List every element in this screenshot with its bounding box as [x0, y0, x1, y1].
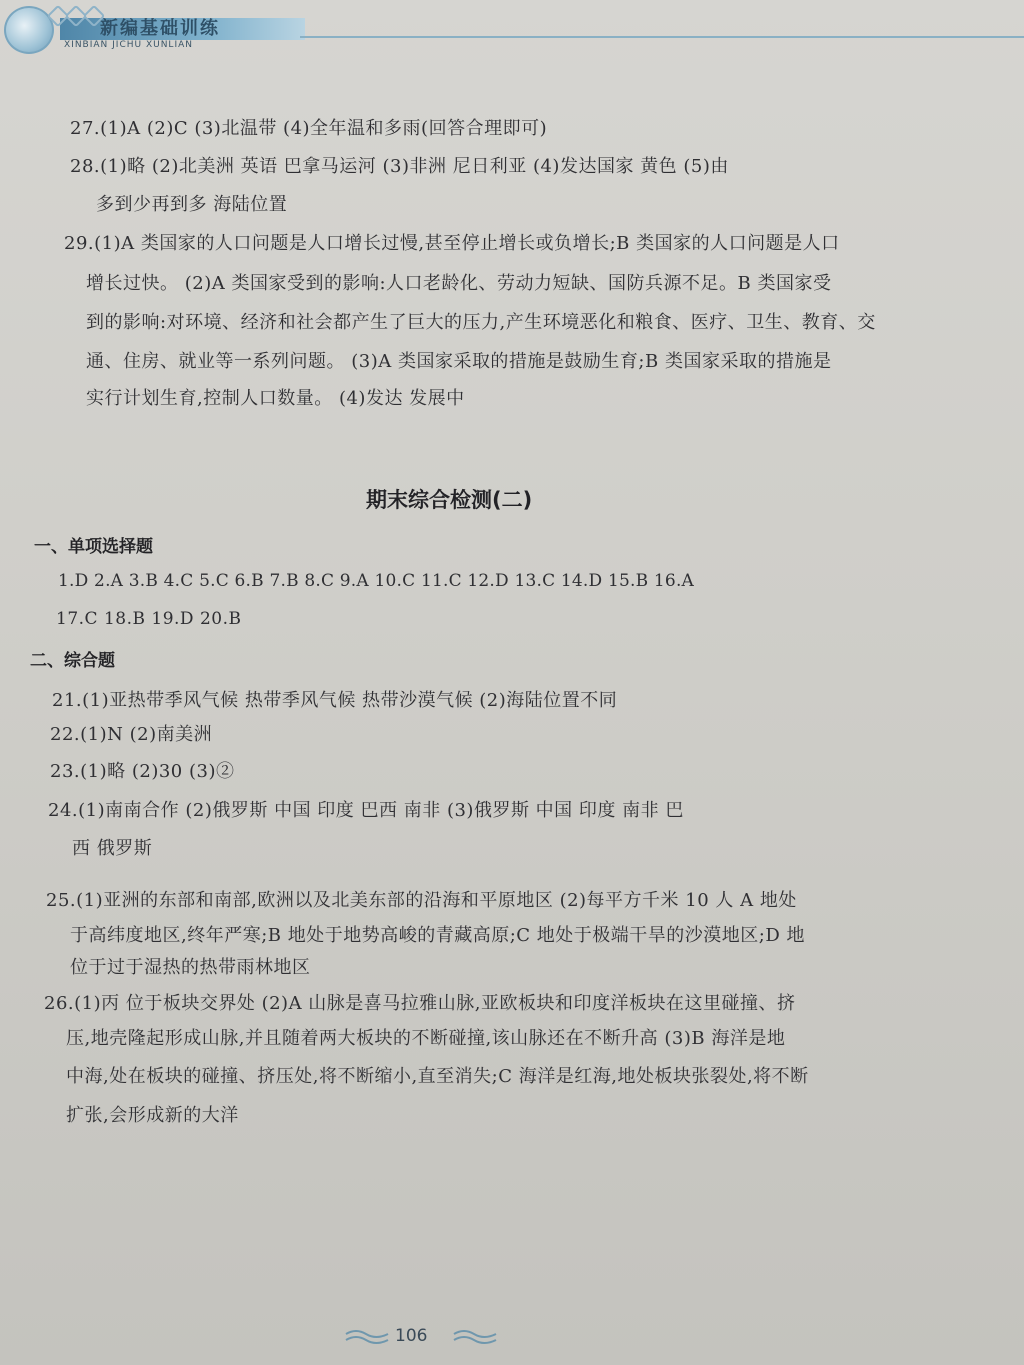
answer-26-line-4: 扩张,会形成新的大洋 [66, 1105, 239, 1126]
answer-26-line-2: 压,地壳隆起形成山脉,并且随着两大板块的不断碰撞,该山脉还在不断升高 (3)B 海洋是地 [66, 1028, 786, 1049]
hexagon-decoration-icon [50, 8, 102, 24]
book-logo-icon [4, 6, 54, 54]
answer-29-line-3: 到的影响:对环境、经济和社会都产生了巨大的压力,产生环境恶化和粮食、医疗、卫生、教育、交 [86, 312, 876, 333]
answer-25-line-3: 位于过于湿热的热带雨林地区 [70, 957, 311, 978]
answer-29-line-5: 实行计划生育,控制人口数量。 (4)发达 发展中 [86, 388, 465, 409]
answer-29-line-1: 29.(1)A 类国家的人口问题是人口增长过慢,甚至停止增长或负增长;B 类国家的人口问题是人口 [64, 233, 840, 254]
header-rule [300, 36, 1024, 38]
answer-26-line-3: 中海,处在板块的碰撞、挤压处,将不断缩小,直至消失;C 海洋是红海,地处板块张裂处,将不断 [66, 1066, 809, 1087]
answer-28-line-1: 28.(1)略 (2)北美洲 英语 巴拿马运河 (3)非洲 尼日利亚 (4)发达国家 黄色 (5)由 [70, 156, 729, 177]
answer-28-line-2: 多到少再到多 海陆位置 [96, 194, 288, 215]
answer-27: 27.(1)A (2)C (3)北温带 (4)全年温和多雨(回答合理即可) [70, 118, 548, 139]
page-header [0, 0, 1024, 56]
book-title: 新编基础训练 [100, 18, 220, 39]
book-subtitle: XINBIAN JICHU XUNLIAN [64, 40, 193, 50]
answer-22: 22.(1)N (2)南美洲 [50, 724, 213, 745]
answer-25-line-2: 于高纬度地区,终年严寒;B 地处于地势高峻的青藏高原;C 地处于极端干旱的沙漠地区;D 地 [70, 925, 806, 946]
choice-answers-line-1: 1.D 2.A 3.B 4.C 5.C 6.B 7.B 8.C 9.A 10.C 11.C 12.D 13.C 14.D 15.B 16.A [58, 571, 695, 591]
exam-title: 期末综合检测(二) [366, 488, 533, 512]
answer-23: 23.(1)略 (2)30 (3)② [50, 761, 235, 782]
section-multiple-choice-heading: 一、单项选择题 [34, 537, 153, 557]
answer-26-line-1: 26.(1)丙 位于板块交界处 (2)A 山脉是喜马拉雅山脉,亚欧板块和印度洋板块在这里碰撞、挤 [44, 993, 796, 1014]
page-number: 106 [395, 1326, 428, 1346]
answer-25-line-1: 25.(1)亚洲的东部和南部,欧洲以及北美东部的沿海和平原地区 (2)每平方千米 10 人 A 地处 [46, 890, 797, 911]
section-comprehensive-heading: 二、综合题 [30, 651, 115, 671]
answer-24-line-1: 24.(1)南南合作 (2)俄罗斯 中国 印度 巴西 南非 (3)俄罗斯 中国 印度 南非 巴 [48, 800, 684, 821]
answer-29-line-2: 增长过快。 (2)A 类国家受到的影响:人口老龄化、劳动力短缺、国防兵源不足。B 类国家受 [86, 273, 832, 294]
answer-21: 21.(1)亚热带季风气候 热带季风气候 热带沙漠气候 (2)海陆位置不同 [52, 690, 618, 711]
wave-right-icon [452, 1328, 498, 1346]
answer-29-line-4: 通、住房、就业等一系列问题。 (3)A 类国家采取的措施是鼓励生育;B 类国家采取的措施是 [86, 351, 832, 372]
wave-left-icon [344, 1328, 390, 1346]
choice-answers-line-2: 17.C 18.B 19.D 20.B [56, 609, 242, 629]
answer-24-line-2: 西 俄罗斯 [72, 838, 153, 859]
